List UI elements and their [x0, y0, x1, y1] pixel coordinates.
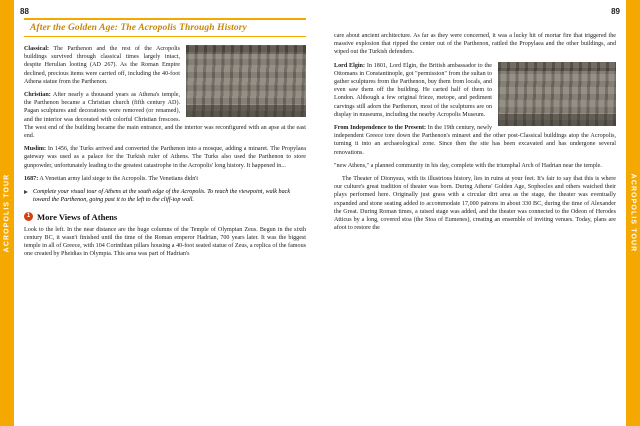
photo-band-bottom-right: [498, 114, 616, 126]
paragraph-independence: [334, 124, 616, 157]
elgin-marbles-photo: [498, 62, 616, 126]
page-number-left: 88: [20, 7, 29, 16]
paragraph-muslim-lead: Muslim:: [24, 146, 47, 153]
page-number-right: 89: [611, 7, 620, 16]
paragraph-independence-lead: From Independence to the Present:: [334, 125, 427, 132]
stop-number-badge: 1: [24, 212, 33, 221]
paragraph-continuation-hadrian: "new Athens," a planned community in his day, complete with the triumphal Arch of Hadrian near the temple.: [334, 162, 602, 169]
chapter-tab-left-label: ACROPOLIS TOUR: [3, 173, 11, 253]
paragraph-muslim: [24, 145, 306, 170]
paragraph-1687: [24, 175, 306, 183]
triangle-bullet-icon: [24, 190, 28, 194]
paragraph-lord-elgin-text: In 1801, Lord Elgin, the British ambassador to the Ottomans in Constantinople, got "permission" from the sultan to gather sculptures from the Parthenon, buy them from locals, and even saw them off the building. He carted half of them to London. Although a few original frieze, metope, and pediment carvings still adorn the Parthenon, most of the sculptures are on display in museums, including the nearby Acropolis Museum.: [334, 62, 492, 118]
paragraph-muslim-text: In 1456, the Turks arrived and converted the Parthenon into a mosque, adding a minaret. The Propylaea gateway was used as a palace for the Turkish ruler of Athens. The Turks also used the Parthenon to store gunpowder, unfortunately leading to the greatest catastrophe in the Acropolis' long history. It happened in...: [24, 146, 306, 169]
chapter-tab-right-label: ACROPOLIS TOUR: [629, 173, 637, 253]
paragraph-lord-elgin-lead: Lord Elgin:: [334, 62, 365, 69]
section-body-more-views: [24, 226, 306, 259]
right-column-body: [334, 32, 616, 232]
paragraph-theater-of-dionysus: The Theater of Dionysus, with its illustrious history, lies in ruins at your feet. It's fair to say that this is where our culture's great tradition of theater was born. During Athens' Golden Age, Sophocles and others watched their plays performed here. Originally just grass with a circular dirt area as the stage, the theater was eventually expanded and stone seating added to accommodate 17,000 patrons in about 330 BC, during the time of Alexander the Great. During Roman times, a raised stage was added, and the theater was connected to the Odeon of Herodes Atticus by a long, covered stoa (the Stoa of Eumenes), creating an ensemble of inviting venues. Today, plans are afoot to restore the: [334, 176, 616, 232]
paragraph-classical-lead: Classical:: [24, 46, 50, 52]
paragraph-christian-text: After nearly a thousand years as Athena's temple, the Parthenon became a Christian church (fifth century AD). Pagan sculptures and decorations were removed (or renamed), and the interior was decorated with colorful Christian frescoes. The west end of the building became the main entrance, and the interior was reconfigured with an apse at the east end.: [24, 92, 306, 140]
navigation-tip: [24, 188, 306, 205]
paragraph-independence-text: In the 19th century, newly independent Greece tore down the Parthenon's minaret and the other post-Classical buildings atop the Acropolis, turning it into an archaeological zone. Since then the site has been excavated and has undergone several renovations.: [334, 125, 616, 156]
photo-band-bottom: [186, 105, 306, 117]
left-column-body: [24, 45, 306, 183]
parthenon-frieze-photo: [186, 45, 306, 117]
section-body-paragraph: Look to the left. In the near distance are the huge columns of the Temple of Olympian Zeus. Begun in the sixth century BC, it wasn't finished until the time of the Roman emperor Hadrian, 700 years later. It was the biggest temple in all of Greece, with 104 Corinthian pillars housing a 40-foot seated statue of Zeus, a replica of the famous one created by Pheidias in Olympia. This area was part of Hadrian's: [24, 226, 306, 258]
page-right: [320, 0, 640, 426]
section-heading-title: More Views of Athens: [37, 211, 118, 222]
navigation-tip-text: Complete your visual tour of Athens at the south edge of the Acropolis. To reach the viewpoint, walk back toward the Parthenon, going past it to the left to the cliff-top wall.: [33, 189, 291, 204]
paragraph-venetian-continued: care about ancient architecture. As far as they were concerned, it was a lucky hit of mortar fire that triggered the massive explosion that ripped the center out of the Parthenon, rattled the Propylaea and the other buildings, and wiped out the Turkish defenders.: [334, 33, 616, 56]
paragraph-1687-lead: 1687:: [24, 175, 39, 182]
paragraph-christian-lead: Christian:: [24, 92, 51, 99]
paragraph-1687-text: A Venetian army laid siege to the Acropolis. The Venetians didn't: [38, 175, 199, 182]
paragraph-classical-text: The Parthenon and the rest of the Acropolis buildings survived through classical times largely intact, despite Herulian looting (AD 267). As the Roman Empire declined, precious items were carried off, including the 40-foot Athena statue from the Parthenon.: [24, 46, 180, 85]
sidebar-heading-title: After the Golden Age: The Acropolis Through History: [30, 23, 247, 33]
section-heading-more-views: [24, 212, 306, 222]
sidebar-heading-banner: [24, 18, 306, 37]
